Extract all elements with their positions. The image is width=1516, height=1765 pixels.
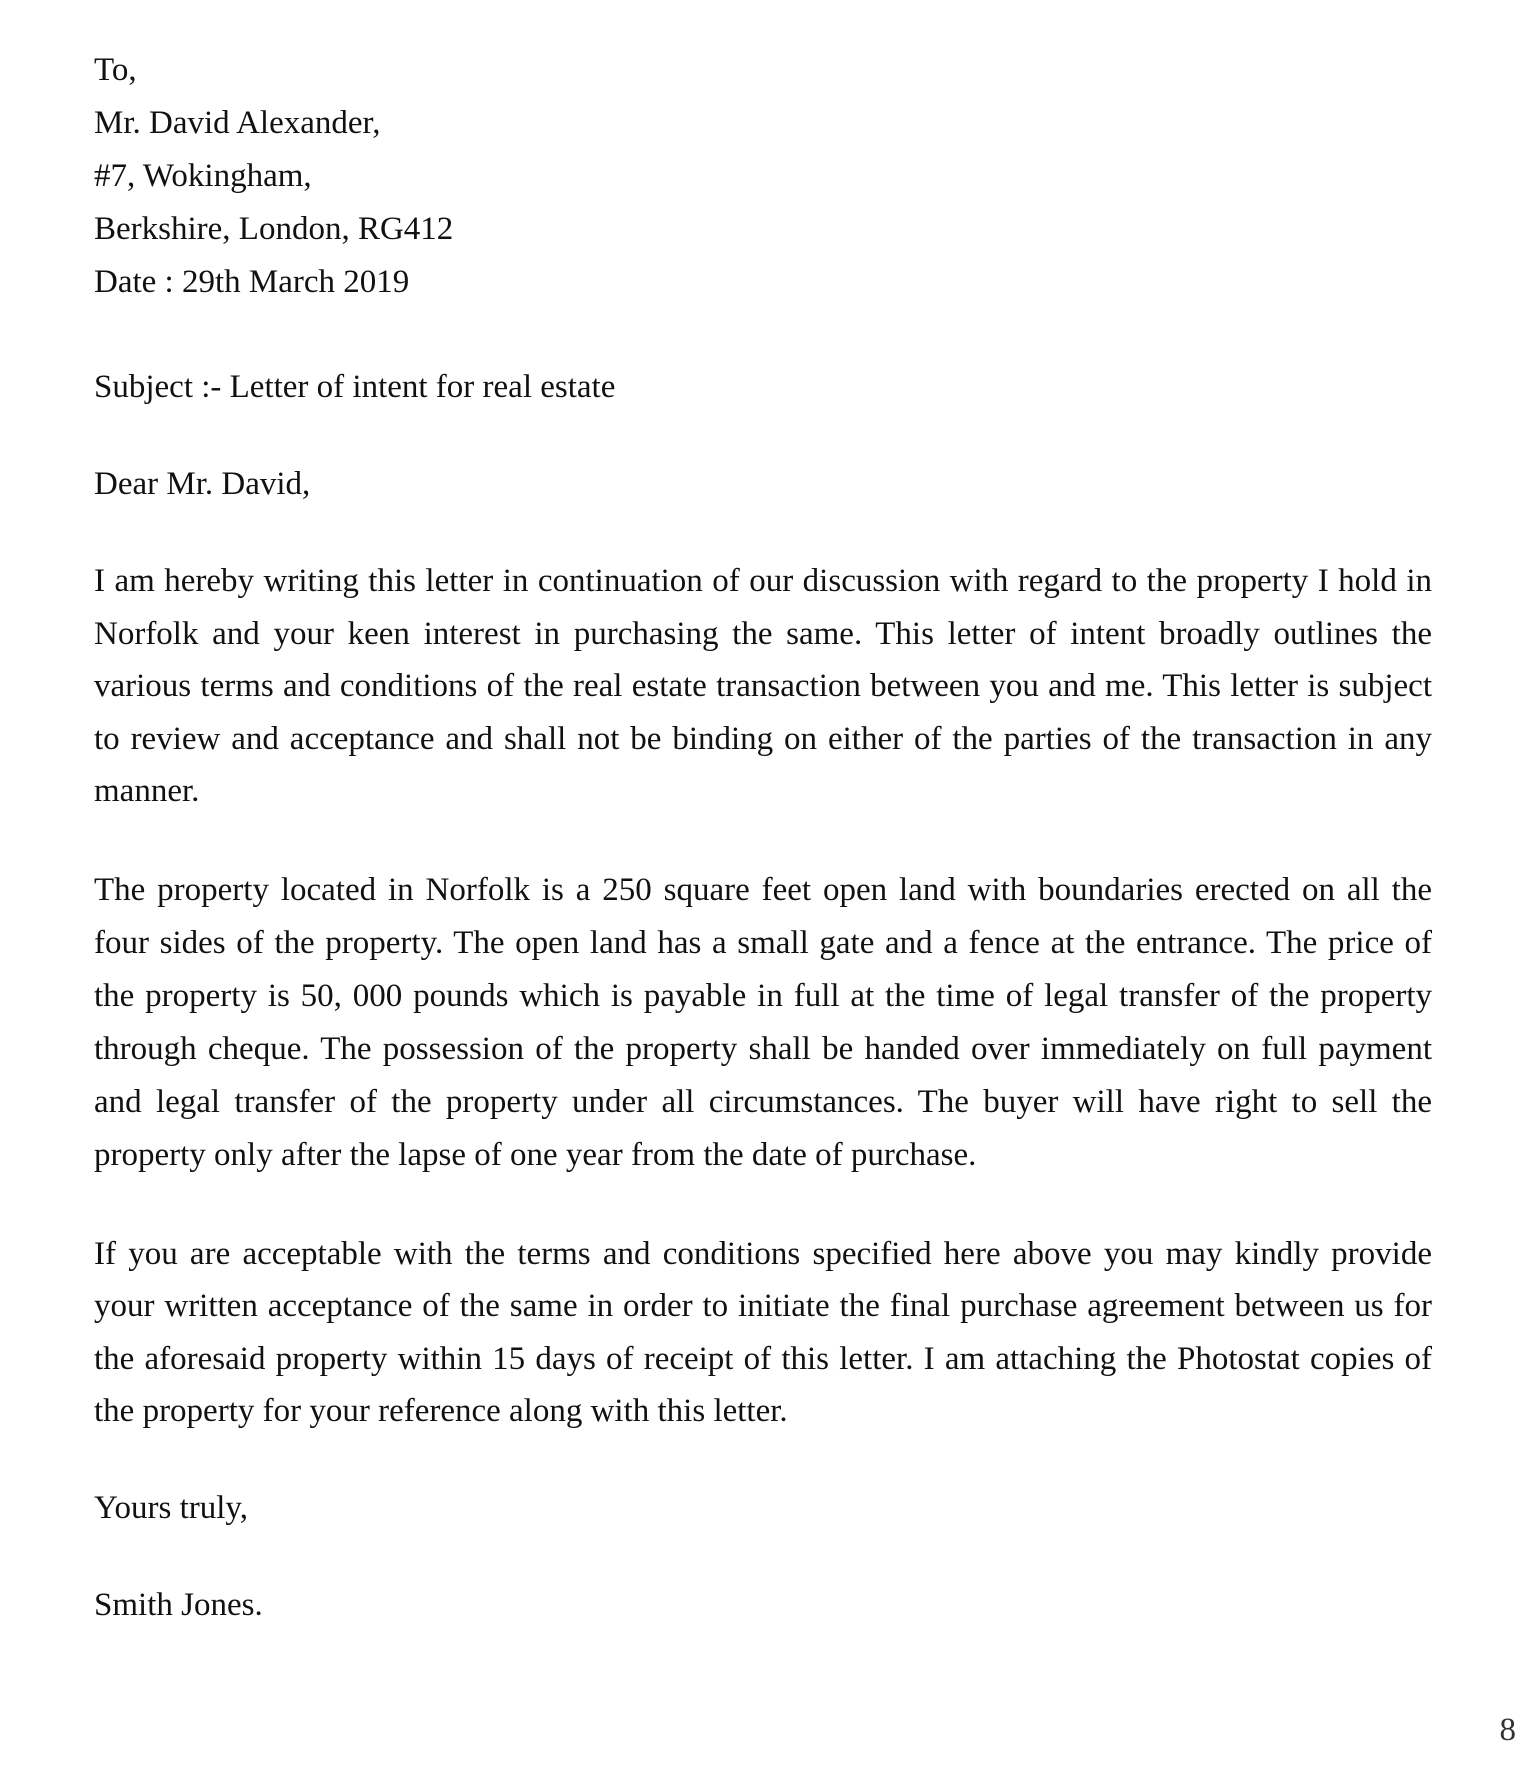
recipient-address-line2: Berkshire, London, RG412 bbox=[94, 211, 454, 247]
letter-date: Date : 29th March 2019 bbox=[94, 264, 410, 300]
closing: Yours truly, bbox=[94, 1489, 249, 1526]
page-number-mark: 8 bbox=[1499, 1712, 1516, 1748]
recipient-address-line1: #7, Wokingham, bbox=[94, 158, 312, 194]
body-paragraph-1: I am hereby writing this letter in continuation of our discussion with regard to the property I hold in Norfolk and your keen interest in purchasing the same. This letter of intent broadly outlines the various terms and conditions of the real estate transaction between you and me. This letter is subject to review and acceptance and shall not be binding on either of the parties of the transaction in any manner. bbox=[94, 563, 1432, 809]
salutation: Dear Mr. David, bbox=[94, 466, 311, 502]
recipient-name: Mr. David Alexander, bbox=[94, 105, 381, 141]
letter-subject: Subject :- Letter of intent for real estate bbox=[94, 369, 616, 405]
letter-body bbox=[94, 44, 1432, 1632]
recipient-to: To, bbox=[94, 52, 137, 88]
body-paragraph-2: The property located in Norfolk is a 250 square feet open land with boundaries erected on all the four sides of the property. The open land has a small gate and a fence at the entrance. The price of the property is 50, 000 pounds which is payable in full at the time of legal transfer of the property through cheque. The possession of the property shall be handed over immediately on full payment and legal transfer of the property under all circumstances. The buyer will have right to sell the property only after the lapse of one year from the date of purchase. bbox=[94, 871, 1432, 1173]
body-paragraph-3: If you are acceptable with the terms and conditions specified here above you may kindly provide your written acceptance of the same in order to initiate the final purchase agreement between us for the aforesaid property within 15 days of receipt of this letter. I am attaching the Photostat copies of the property for your reference along with this letter. bbox=[94, 1235, 1432, 1429]
signature: Smith Jones. bbox=[94, 1586, 263, 1623]
